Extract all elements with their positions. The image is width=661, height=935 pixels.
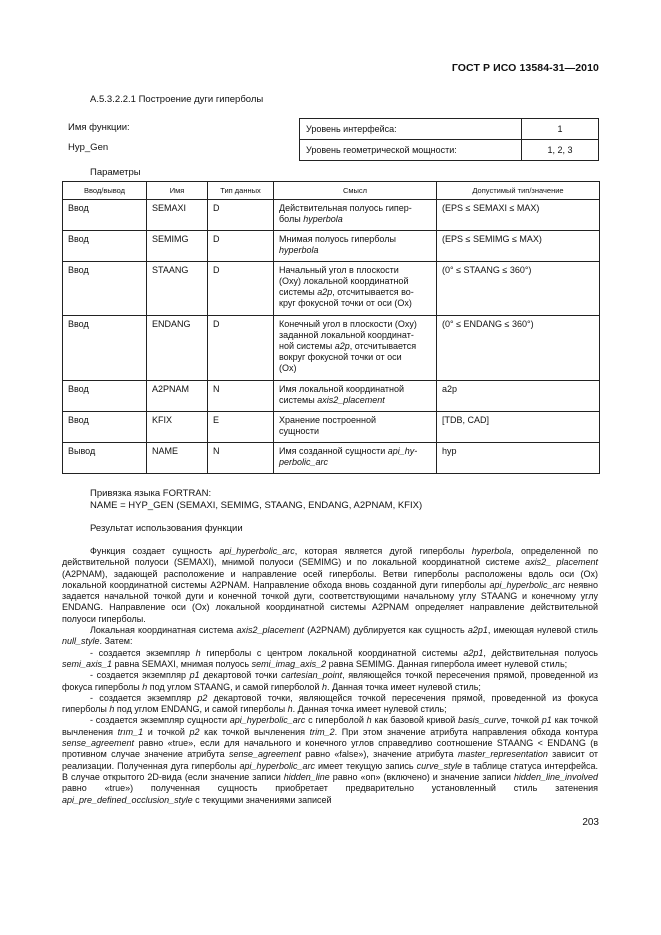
fortran-label: Привязка языка FORTRAN: [90, 488, 212, 499]
params-table [62, 181, 600, 474]
result-label: Результат использования функции [90, 523, 243, 534]
param-value: (0° ≤ STAANG ≤ 360°) [437, 262, 600, 316]
document-header: ГОСТ Р ИСО 13584-31—2010 [451, 62, 599, 74]
param-name: STAANG [147, 262, 208, 316]
header-type: Тип данных [208, 182, 274, 200]
param-value: (EPS ≤ SEMIMG ≤ MAX) [437, 231, 600, 262]
param-value: hyp [437, 443, 600, 474]
page-number: 203 [582, 817, 599, 828]
fortran-binding [90, 488, 422, 512]
param-type: D [208, 316, 274, 381]
param-type: D [208, 200, 274, 231]
header-io: Ввод/вывод [63, 182, 147, 200]
param-type: N [208, 443, 274, 474]
param-io: Ввод [63, 316, 147, 381]
info-label: Уровень геометрической мощности: [300, 140, 522, 161]
param-name: SEMIMG [147, 231, 208, 262]
function-name: Hyp_Gen [68, 142, 109, 153]
header-value: Допустимый тип/значение [437, 182, 600, 200]
param-type: D [208, 262, 274, 316]
info-value: 1, 2, 3 [522, 140, 599, 161]
param-meaning: Начальный угол в плоскости (Oxy) локальной координатной системы a2p, отсчитывается во- круг фокусной точки от оси (Ox) [274, 262, 437, 316]
param-name: SEMAXI [147, 200, 208, 231]
param-name: ENDANG [147, 316, 208, 381]
fortran-code: NAME = HYP_GEN (SEMAXI, SEMIMG, STAANG, ENDANG, A2PNAM, KFIX) [90, 500, 423, 511]
params-row [63, 316, 600, 381]
param-value: (0° ≤ ENDANG ≤ 360°) [437, 316, 600, 381]
params-row [63, 231, 600, 262]
param-type: E [208, 412, 274, 443]
param-meaning: Имя созданной сущности api_hy- perbolic_arc [274, 443, 437, 474]
params-body [63, 200, 600, 474]
params-row [63, 381, 600, 412]
param-name: A2PNAM [147, 381, 208, 412]
param-name: KFIX [147, 412, 208, 443]
body-paragraph: Локальная координатная система axis2_placement (A2PNAM) дублируется как сущность a2p1, имеющая нулевой стиль null_style. Затем: [62, 625, 598, 647]
header-meaning: Смысл [274, 182, 437, 200]
params-row [63, 412, 600, 443]
param-io: Ввод [63, 231, 147, 262]
info-row [300, 119, 599, 140]
params-row [63, 443, 600, 474]
param-value: a2p [437, 381, 600, 412]
param-meaning: Конечный угол в плоскости (Oxy) заданной локальной координат- ной системы a2p, отсчитывается вокруг фокусной точки от оси (Ox) [274, 316, 437, 381]
body-paragraph: - создается экземпляр p2 декартовой точки, являющейся точкой пересечения прямой, проведенной из фокуса гиперболы h под углом ENDANG, и самой гиперболы h. Данная точка имеет нулевой стиль; [62, 692, 598, 715]
param-value: (EPS ≤ SEMAXI ≤ MAX) [437, 200, 600, 231]
info-row [300, 140, 599, 161]
param-name: NAME [147, 443, 208, 474]
param-io: Ввод [63, 412, 147, 443]
body-paragraph: Функция создает сущность api_hyperbolic_arc, которая является дугой гиперболы hyperbola, определенной по действительной полуоси (SEMAXI), мнимой полуоси (SEMIMG) и по локальной координатной системе axis2_ placement (A2PNAM), задающей расположение и направление осей гиперболы. Ветви гиперболы расположены вдоль оси (Ox) локальной координатной системы A2PNAM. Направление обхода вновь созданной дуги гиперболы api_hyperbolic_arc неявно задается начальной точкой дуги и конечной точкой дуги, соответствующими начальному углу STAANG и конечному углу ENDANG. Направление оси (Ox) локальной координатной системы A2PNAM определяет направление действительной полуоси гиперболы. [62, 546, 598, 624]
body-text [62, 546, 598, 806]
params-row [63, 200, 600, 231]
info-value: 1 [522, 119, 599, 140]
param-meaning: Мнимая полуось гиперболы hyperbola [274, 231, 437, 262]
section-title: A.5.3.2.2.1 Построение дуги гиперболы [90, 94, 264, 105]
param-io: Ввод [63, 262, 147, 316]
body-paragraph: - создается экземпляр p1 декартовой точки cartesian_point, являющейся точкой пересечения прямой, проведенной из фокуса гиперболы h под углом STAANG, и самой гиперболой h. Данная точка имеет нулевой стиль; [62, 670, 598, 692]
param-io: Ввод [63, 200, 147, 231]
info-table [299, 118, 599, 161]
header-name: Имя [147, 182, 208, 200]
param-type: D [208, 231, 274, 262]
param-io: Ввод [63, 381, 147, 412]
param-io: Вывод [63, 443, 147, 474]
params-row [63, 262, 600, 316]
params-header-row [63, 182, 600, 200]
body-paragraph: - создается экземпляр сущности api_hyperbolic_arc с гиперболой h как базовой кривой basis_curve, точкой p1 как точкой вычленения trım_1 и точкой p2 как точкой вычленения trim_2. При этом значение атрибута направления обхода контура sense_agreement равно «true», если для начального и конечного углов справедливо соотношение STAANG < ENDANG (в противном случае значение атрибута sense_agreement равно «false»), значение атрибута master_representation зависит от реализации. Полученная дуга гиперболы api_hyperbolic_arc имеет текущую запись curve_style в таблице статуса интерфейса. В случае открытого 2D-вида (если значение записи hidden_line равно «on» (включено) и значение записи hidden_line_involved равно «true») полученная сущность приобретает предварительно установленный стиль затенения api_pre_defined_occlusion_style с текущими значениями записей [62, 715, 599, 805]
param-meaning: Хранение построенной сущности [274, 412, 437, 443]
info-label: Уровень интерфейса: [300, 119, 522, 140]
params-label: Параметры [90, 167, 141, 178]
param-meaning: Имя локальной координатной системы axis2_placement [274, 381, 437, 412]
param-type: N [208, 381, 274, 412]
body-paragraph: - создается экземпляр h гиперболы с центром локальной координатной системы a2p1, действительная полуось semi_axis_1 равна SEMAXI, мнимая полуось semi_imag_axis_2 равна SEMIMG. Данная гипербола имеет нулевой стиль; [62, 647, 598, 669]
param-meaning: Действительная полуось гипер- болы hyperbola [274, 200, 437, 231]
function-label: Имя функции: [68, 122, 130, 133]
param-value: [TDB, CAD] [437, 412, 600, 443]
